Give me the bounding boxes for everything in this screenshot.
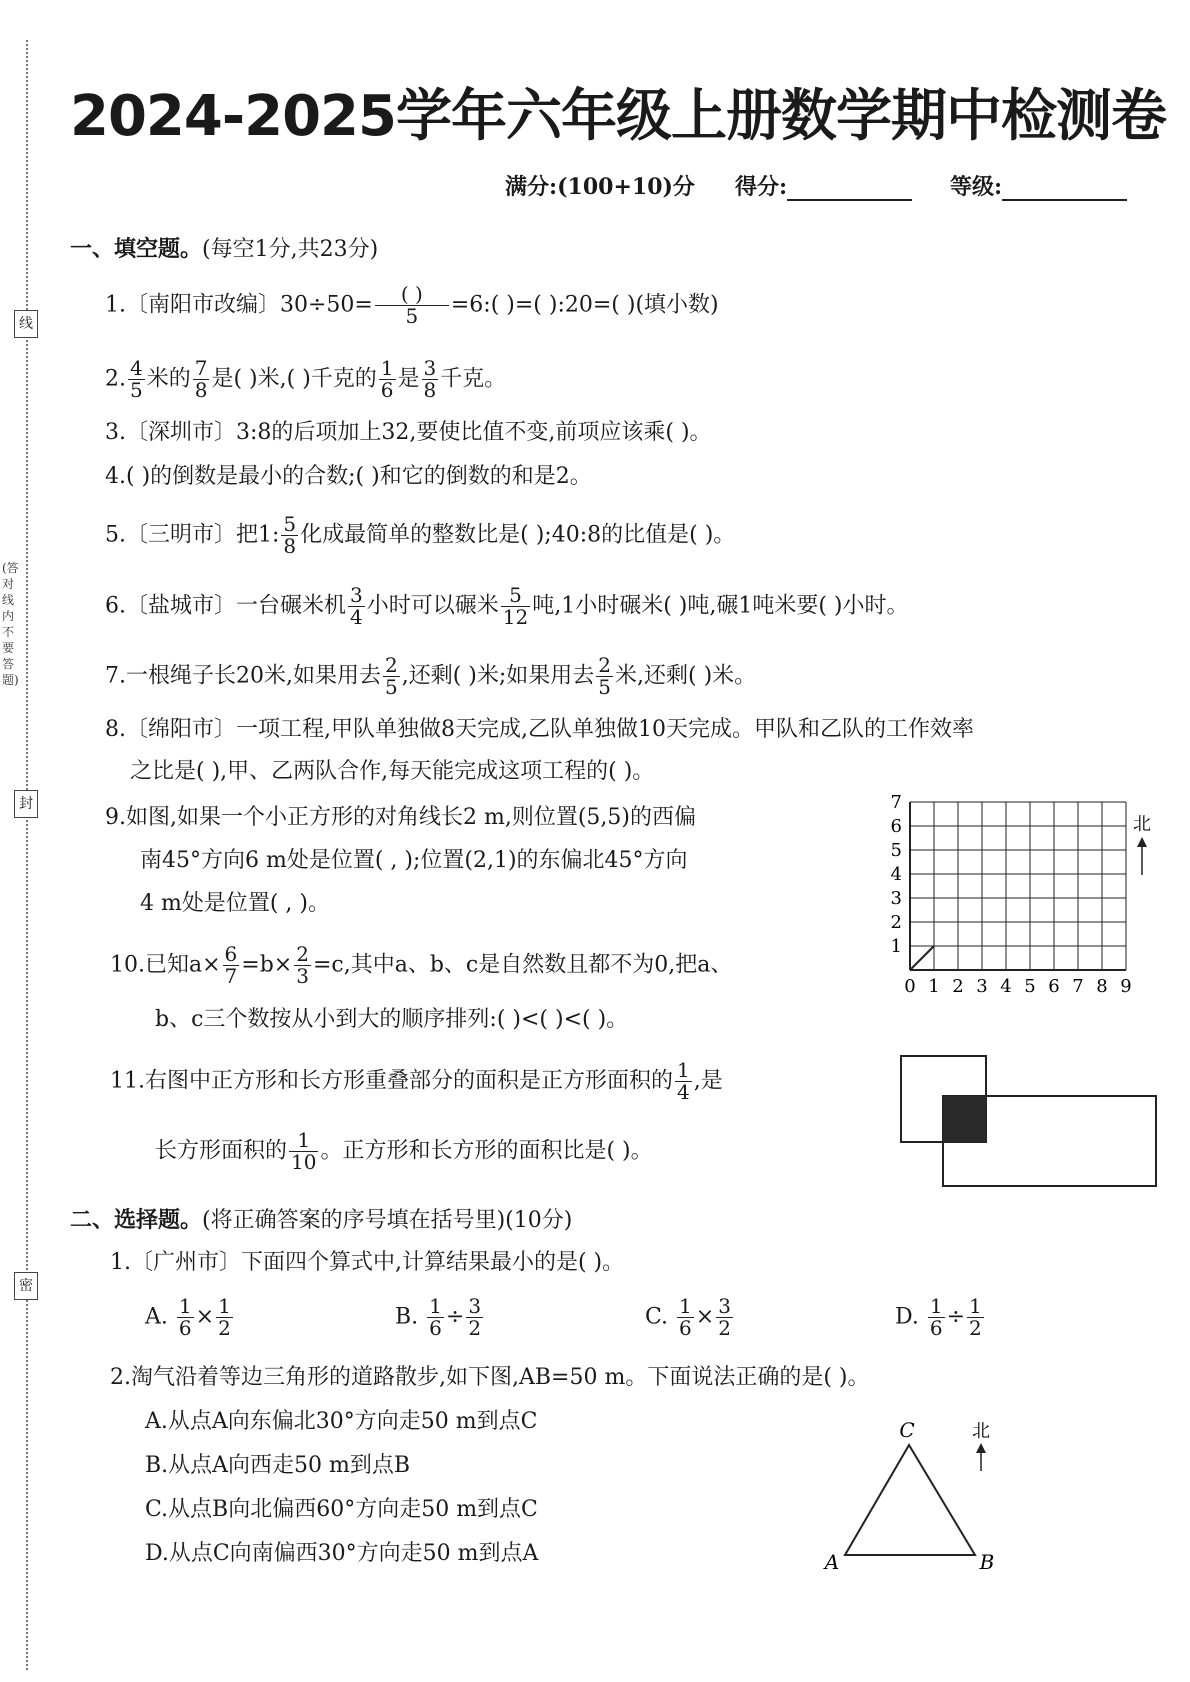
q6-num1: 3 [350, 583, 363, 607]
q2-num3: 1 [380, 356, 394, 380]
vertex-a-label: A [824, 1550, 840, 1574]
option-frac [427, 1296, 444, 1339]
choice-question-1[interactable]: 1.〔广州市〕下面四个算式中,计算结果最小的是( )。 [110, 1250, 625, 1275]
q5-den: 8 [283, 534, 297, 558]
equilateral-triangle [845, 1445, 975, 1555]
q10-text-c: =c,其中a、b、c是自然数且都不为0,把a、 [312, 952, 733, 978]
q2-frac4 [422, 358, 439, 401]
grid-y-label: 4 [890, 864, 902, 885]
choice-2-option-d[interactable]: D.从点C向南偏西30°方向走50 m到点A [145, 1541, 539, 1566]
q7-frac1 [383, 655, 400, 698]
section-2-note: (将正确答案的序号填在括号里)(10分) [202, 1208, 573, 1233]
margin-tag-seal: 封 [14, 790, 38, 818]
grid-x-label: 2 [952, 976, 964, 997]
den: 2 [218, 1316, 231, 1340]
q5-text-b[interactable]: 化成最简单的整数比是( );40:8的比值是( )。 [300, 522, 736, 548]
grid-x-label: 3 [976, 976, 988, 997]
num: 1 [679, 1294, 692, 1318]
num: 1 [218, 1294, 231, 1318]
grid-diagonal [910, 946, 934, 970]
num: 3 [718, 1294, 731, 1318]
question-9-line2[interactable]: 南45°方向6 m处是位置( , );位置(2,1)的东偏北45°方向 [140, 848, 688, 873]
q11-num2: 1 [289, 1130, 318, 1152]
choice-1-option-a[interactable] [145, 1296, 235, 1339]
q10-text-b: =b× [241, 952, 293, 978]
score-label: 得分: [735, 174, 788, 200]
q2-num4: 3 [423, 356, 437, 380]
q11-den2: 10 [291, 1150, 317, 1174]
q2-text-c: 是 [397, 366, 420, 392]
grid-y-label: 5 [890, 840, 902, 861]
question-4[interactable]: 4.( )的倒数是最小的合数;( )和它的倒数的和是2。 [105, 464, 592, 489]
q2-index: 2. [105, 366, 126, 392]
q7-text-c[interactable]: 米,还剩( )米。 [615, 663, 757, 689]
grid-figure [880, 792, 1155, 1020]
q2-text-a: 米的 [146, 366, 191, 392]
q1-text-b: =6:( )=( ):20=( )(填小数) [450, 292, 719, 318]
q2-den3: 6 [380, 378, 394, 402]
q6-frac1 [348, 585, 365, 628]
q11-text-c: 长方形面积的 [155, 1138, 288, 1164]
choice-question-2[interactable]: 2.淘气沿着等边三角形的道路散步,如下图,AB=50 m。下面说法正确的是( )。 [110, 1365, 870, 1390]
q2-frac3 [379, 358, 396, 401]
q7-den1: 5 [384, 675, 398, 699]
q10-num1: 6 [224, 942, 238, 966]
question-7 [105, 655, 756, 698]
q7-text-b[interactable]: ,还剩( )米;如果用去 [401, 663, 595, 689]
section-1-title: 一、填空题。 [70, 236, 203, 262]
q1-den: 5 [405, 304, 419, 328]
operator: ÷ [445, 1304, 465, 1330]
den: 2 [468, 1316, 482, 1340]
score-field [735, 170, 912, 201]
triangle-north-arrowhead [976, 1443, 986, 1453]
q11-den1: 4 [677, 1080, 690, 1104]
q2-den1: 5 [130, 378, 143, 402]
q7-num1: 2 [384, 653, 398, 677]
grid-x-label: 1 [928, 976, 940, 997]
grid-north-arrowhead [1137, 837, 1147, 847]
q5-text-a: 5.〔三明市〕把1: [105, 522, 280, 548]
den: 2 [969, 1316, 982, 1340]
triangle-north-label: 北 [972, 1421, 990, 1442]
page-title: 2024-2025学年六年级上册数学期中检测卷 [70, 84, 1166, 149]
question-9-line3[interactable]: 4 m处是位置( , )。 [140, 891, 330, 916]
section-1-heading [70, 232, 378, 263]
den: 6 [429, 1316, 442, 1340]
grade-field [950, 170, 1127, 201]
question-10-line2[interactable]: b、c三个数按从小到大的顺序排列:( )<( )<( )。 [155, 1007, 629, 1032]
grid-x-label: 4 [1000, 976, 1012, 997]
q10-den1: 7 [224, 964, 238, 988]
q5-num: 5 [283, 512, 297, 536]
option-frac [677, 1296, 694, 1339]
option-frac [216, 1296, 233, 1339]
q11-text-b: ,是 [693, 1068, 723, 1094]
q1-fraction [375, 284, 449, 327]
q1-num[interactable]: ( ) [375, 284, 449, 306]
margin-tag-secret: 密 [14, 1272, 38, 1300]
q10-frac1 [223, 944, 240, 987]
q5-frac [281, 514, 298, 557]
q11-frac2 [289, 1130, 318, 1173]
q11-num1: 1 [677, 1058, 690, 1082]
q11-text-d[interactable]: 。正方形和长方形的面积比是( )。 [320, 1138, 653, 1164]
choice-1-option-c[interactable] [645, 1296, 735, 1339]
grid-y-label: 6 [890, 816, 902, 837]
question-2 [105, 358, 506, 401]
grid-x-label: 5 [1024, 976, 1036, 997]
q2-text-d: 千克。 [440, 366, 507, 392]
q2-text-b[interactable]: 是( )米,( )千克的 [211, 366, 377, 392]
q10-frac2 [294, 944, 311, 987]
den: 2 [718, 1316, 731, 1340]
vertex-c-label: C [899, 1418, 915, 1442]
den: 6 [929, 1316, 943, 1340]
den: 6 [178, 1316, 192, 1340]
option-frac [928, 1296, 945, 1339]
grid-north-label: 北 [1133, 814, 1151, 835]
grid-y-label: 3 [890, 888, 902, 909]
question-10-line1 [110, 944, 732, 987]
operator: ÷ [946, 1304, 966, 1330]
grid-y-label: 2 [890, 912, 902, 933]
question-1 [105, 284, 719, 327]
den: 6 [679, 1316, 692, 1340]
choice-2-option-a[interactable]: A.从点A向东偏北30°方向走50 m到点C [145, 1409, 538, 1434]
question-9-line1: 9.如图,如果一个小正方形的对角线长2 m,则位置(5,5)的西偏 [105, 805, 696, 830]
q7-text-a: 7.一根绳子长20米,如果用去 [105, 663, 381, 689]
q2-den4: 8 [423, 378, 437, 402]
q2-num1: 4 [130, 356, 143, 380]
question-11-line1 [110, 1060, 723, 1103]
num: 1 [178, 1294, 192, 1318]
margin-note: (答对线内不要答题) [2, 561, 19, 687]
question-11-line2 [155, 1130, 653, 1173]
q6-den1: 4 [350, 605, 363, 629]
section-1-note: (每空1分,共23分) [202, 237, 379, 262]
choice-1-option-b[interactable] [395, 1296, 485, 1339]
binding-line [26, 40, 28, 1670]
q10-num2: 2 [296, 942, 309, 966]
question-8-line2[interactable]: 之比是( ),甲、乙两队合作,每天能完成这项工程的( )。 [130, 759, 655, 784]
question-5 [105, 514, 735, 557]
num: 1 [429, 1294, 442, 1318]
q7-den2: 5 [598, 675, 612, 699]
choice-2-option-c[interactable]: C.从点B向北偏西60°方向走50 m到点C [145, 1497, 538, 1522]
q6-text-a: 6.〔盐城市〕一台碾米机 [105, 593, 346, 619]
q2-frac2 [193, 358, 210, 401]
section-2-heading [70, 1203, 572, 1234]
q6-den2: 12 [502, 605, 529, 629]
margin-tag-line: 线 [14, 310, 38, 338]
q2-num2: 7 [194, 356, 208, 380]
question-6 [105, 585, 909, 628]
num: 1 [969, 1294, 982, 1318]
q11-text-a: 11.右图中正方形和长方形重叠部分的面积是正方形面积的 [110, 1068, 673, 1094]
q1-text-a: 1.〔南阳市改编〕30÷50= [105, 292, 373, 318]
option-frac [177, 1296, 194, 1339]
option-letter: D. [895, 1304, 919, 1330]
q6-text-b: 小时可以碾米 [366, 593, 499, 619]
option-letter: B. [395, 1304, 419, 1330]
q7-num2: 2 [598, 653, 612, 677]
q2-frac1 [128, 358, 145, 401]
grid-y-label: 7 [890, 792, 902, 813]
option-letter: A. [145, 1304, 168, 1330]
q6-text-c[interactable]: 吨,1小时碾米( )吨,碾1吨米要( )小时。 [532, 593, 909, 619]
grid-x-label: 0 [904, 976, 916, 997]
option-letter: C. [645, 1304, 669, 1330]
operator: × [695, 1304, 715, 1330]
grid-x-label: 6 [1048, 976, 1060, 997]
overlap-figure [895, 1050, 1170, 1195]
grade-blank[interactable] [1002, 177, 1127, 201]
option-frac [466, 1296, 483, 1339]
grid-x-label: 7 [1072, 976, 1084, 997]
q6-frac2 [501, 585, 530, 628]
option-frac [967, 1296, 984, 1339]
q10-den2: 3 [296, 964, 309, 988]
grid-lines [910, 802, 1126, 970]
score-blank[interactable] [787, 177, 912, 201]
operator: × [195, 1304, 215, 1330]
num: 1 [929, 1294, 943, 1318]
section-2-title: 二、选择题。 [70, 1207, 203, 1233]
triangle-figure [815, 1415, 1015, 1575]
q7-frac2 [596, 655, 613, 698]
question-8-line1: 8.〔绵阳市〕一项工程,甲队单独做8天完成,乙队单独做10天完成。甲队和乙队的工作效率 [105, 717, 974, 742]
vertex-b-label: B [979, 1550, 995, 1574]
q6-num2: 5 [501, 585, 530, 607]
question-3[interactable]: 3.〔深圳市〕3:8的后项加上32,要使比值不变,前项应该乘( )。 [105, 420, 712, 445]
grid-x-label: 8 [1096, 976, 1108, 997]
choice-1-option-d[interactable] [895, 1296, 986, 1339]
full-score: 满分:(100+10)分 [505, 174, 695, 200]
grid-y-label: 1 [890, 936, 902, 957]
grade-label: 等级: [950, 174, 1003, 200]
q11-frac1 [675, 1060, 692, 1103]
overlap-region [943, 1096, 986, 1142]
option-frac [716, 1296, 733, 1339]
grid-x-label: 9 [1120, 976, 1132, 997]
q10-text-a: 10.已知a× [110, 952, 221, 978]
num: 3 [468, 1294, 482, 1318]
q2-den2: 8 [194, 378, 208, 402]
choice-2-option-b[interactable]: B.从点A向西走50 m到点B [145, 1453, 411, 1478]
